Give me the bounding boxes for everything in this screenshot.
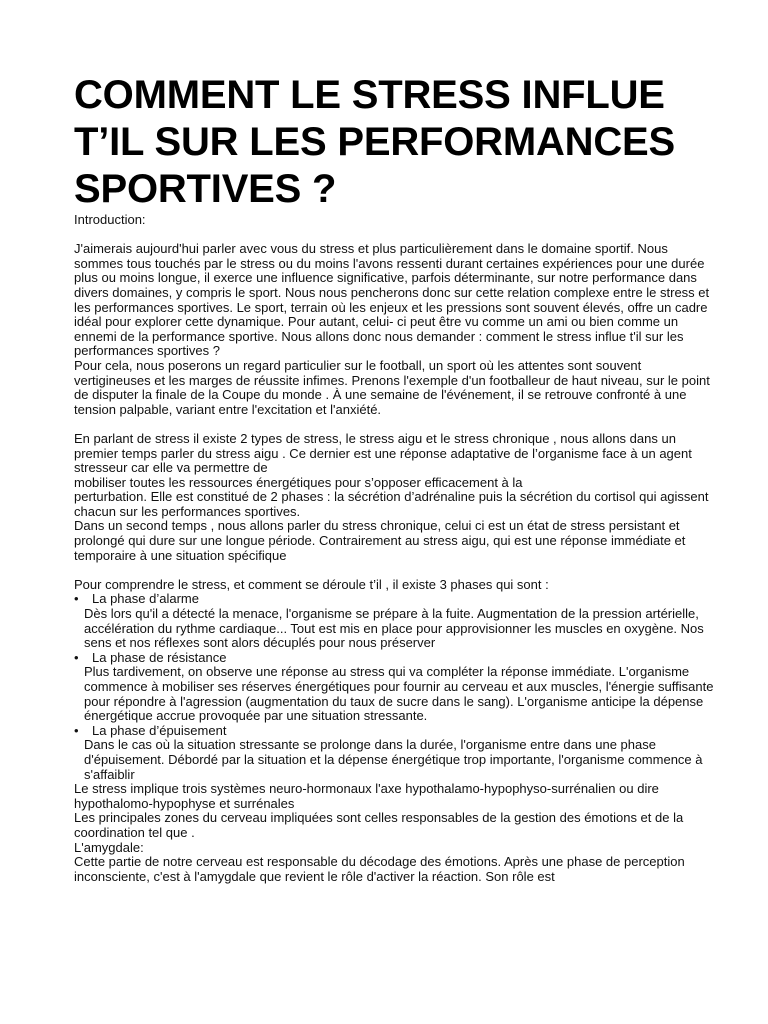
neuro-hormonal-paragraph: Le stress implique trois systèmes neuro-hormonaux l'axe hypothalamo-hypophyso-surrénalien ou dire hypothalomo-hypophyse et surrénales <box>74 781 659 811</box>
bullet-icon: • <box>74 649 79 665</box>
phase-title <box>74 724 714 739</box>
football-paragraph: Pour cela, nous poserons un regard particulier sur le football, un sport où les attentes sont souvent vertigineuses et les marges de réussite infimes. Prenons l'exemple d'un footballeur de haut niveau, sur le point de disputer la finale de la Coupe du monde . À une semaine de l'événement, il se retrouve confronté à une tension palpable, variant entre l'excitation et l'anxiété. <box>74 357 710 417</box>
phase-title <box>74 592 714 607</box>
brain-zones-paragraph: Les principales zones du cerveau impliquées sont celles responsables de la gestion des émotions et de la coordination tel que . <box>74 810 684 840</box>
amygdala-heading: L'amygdale: <box>74 839 144 855</box>
phase-title <box>74 651 714 666</box>
phase-item <box>74 724 714 782</box>
intro-paragraph: J'aimerais aujourd'hui parler avec vous du stress et plus particulièrement dans le domaine sportif. Nous sommes tous touchés par le stress ou du moins l'avons ressenti durant certaines expériences pour une durée plus ou moins longue, il exerce une influence significative, parfois déterminante, sur notre performance dans divers domaines, y compris le sport. Nous nous pencherons donc sur cette relation complexe entre le stress et les performances sportives. Le sport, terrain où les enjeux et les pressions sont souvent élevés, offre un cadre idéal pour explorer cette dynamique. Pour autant, celui- ci peut être vu comme un ami ou bien comme un ennemi de la performance sportive. Nous allons donc nous demander : comment le stress influe t'il sur les performances sportives ? <box>74 241 710 359</box>
paragraph-spacer <box>74 228 714 243</box>
phase-list <box>74 592 714 782</box>
bullet-icon: • <box>74 722 79 738</box>
phases-intro: Pour comprendre le stress, et comment se déroule t’il , il existe 3 phases qui sont : <box>74 576 549 592</box>
document-title: COMMENT LE STRESS INFLUE T’IL SUR LES PERFORMANCES SPORTIVES ? <box>74 73 675 211</box>
acute-stress-paragraph-line: mobiliser toutes les ressources énergétiques pour s’opposer efficacement à la <box>74 474 523 490</box>
document-page <box>74 0 714 884</box>
phase-description: Plus tardivement, on observe une réponse au stress qui va compléter la réponse immédiate. L'organisme commence à mobiliser ses réserves énergétiques pour fournir au cerveau et aux muscles, l'énergie suffisante pour répondre à l'agression (augmentation du taux de sucre dans le sang). L'organisme anticipe la dépense énergétique accrue provoquée par une situation stressante. <box>84 664 714 724</box>
phase-item <box>74 651 714 724</box>
bullet-icon: • <box>74 591 79 607</box>
acute-stress-paragraph: En parlant de stress il existe 2 types de stress, le stress aigu et le stress chronique , nous allons dans un premier temps parler du stress aigu . Ce dernier est une réponse adaptative de l’organisme face à un agent stresseur car elle va permettre de <box>74 430 692 476</box>
paragraph-spacer <box>74 563 714 578</box>
paragraph-spacer <box>74 417 714 432</box>
amygdala-paragraph: Cette partie de notre cerveau est responsable du décodage des émotions. Après une phase de perception inconsciente, c'est à l'amygdale que revient le rôle d'activer la réaction. Son rôle est <box>74 854 685 884</box>
phase-title-text: La phase d’alarme <box>92 591 199 607</box>
chronic-stress-paragraph: Dans un second temps , nous allons parler du stress chronique, celui ci est un état de stress persistant et prolongé qui dure sur une longue période. Contrairement au stress aigu, qui est une réponse immédiate et temporaire à une situation spécifique <box>74 518 686 563</box>
phase-title-text: La phase de résistance <box>92 649 227 665</box>
intro-heading: Introduction: <box>74 212 146 227</box>
acute-stress-paragraph-end: perturbation. Elle est constitué de 2 phases : la sécrétion d’adrénaline puis la sécrétion du cortisol qui agissent chacun sur les performances sportives. <box>74 489 709 519</box>
document-body <box>74 213 714 884</box>
phase-description: Dans le cas où la situation stressante se prolonge dans la durée, l'organisme entre dans une phase d'épuisement. Débordé par la situation et la dépense énergétique trop importante, l'organisme commence à s'affaiblir <box>84 737 703 782</box>
phase-description: Dès lors qu'il a détecté la menace, l'organisme se prépare à la fuite. Augmentation de la pression artérielle, accélération du rythme cardiaque... Tout est mis en place pour approvisionner les muscles en oxygène. Nos sens et nos réflexes sont alors décuplés pour nous préserver <box>84 606 704 651</box>
phase-title-text: La phase d’épuisement <box>92 722 227 738</box>
phase-item <box>74 592 714 650</box>
